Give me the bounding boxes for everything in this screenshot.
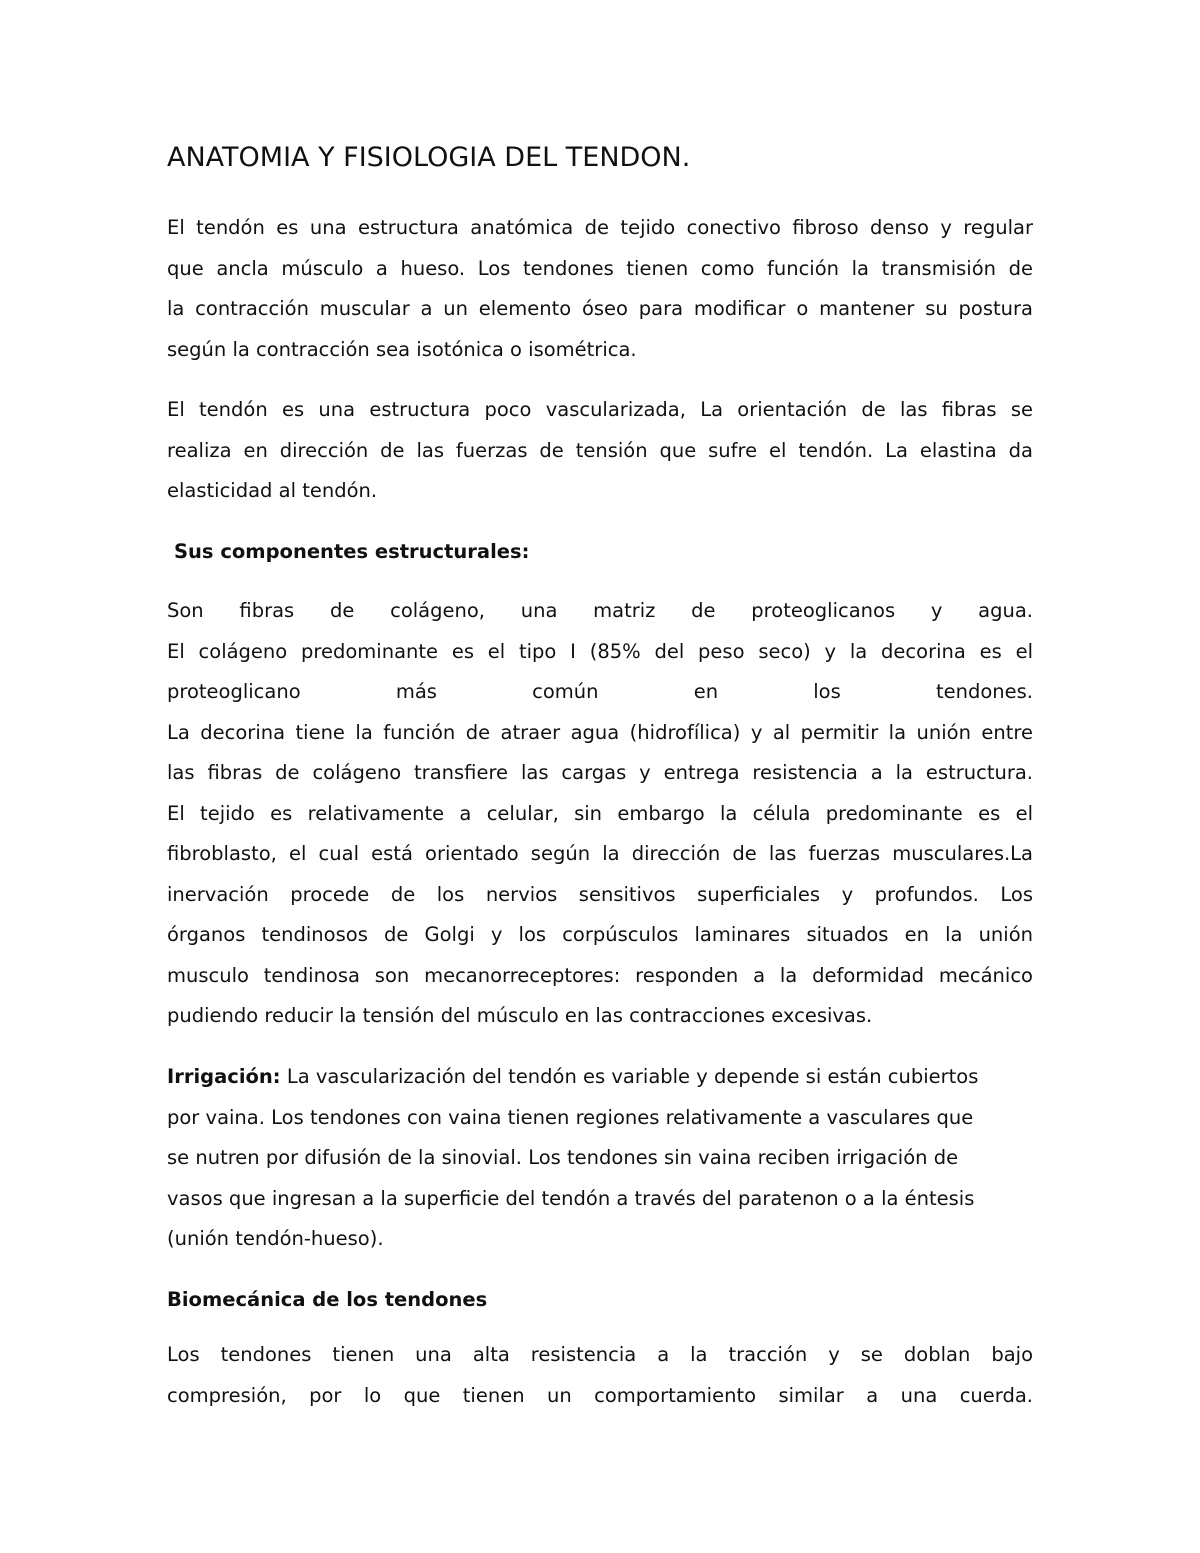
text-line [167, 1057, 1033, 1098]
text-line: proteoglicano más común en los tendones. [167, 680, 1033, 703]
text-line: El tendón es una estructura poco vascularizada, La orientación de las fibras se [167, 398, 1033, 421]
text-line: musculo tendinosa son mecanorreceptores: responden a la deformidad mecánico [167, 963, 1033, 987]
text-line: la contracción muscular a un elemento óseo para modificar o mantener su postura [167, 297, 1033, 320]
text-line: pudiendo reducir la tensión del músculo en las contracciones excesivas. [167, 1004, 873, 1027]
text-line: El tejido es relativamente a celular, sin embargo la célula predominante es el [167, 801, 1033, 825]
text-line: se nutren por difusión de la sinovial. Los tendones sin vaina reciben irrigación de [167, 1146, 959, 1169]
irrigation-label: Irrigación: [167, 1065, 281, 1088]
heading-components: Sus componentes estructurales: [174, 540, 530, 563]
paragraph-biomechanics [167, 1335, 1033, 1416]
text-line: inervación procede de los nervios sensitivos superficiales y profundos. Los [167, 882, 1033, 906]
text-line: Los tendones tienen una alta resistencia a la tracción y se doblan bajo [167, 1343, 1033, 1366]
text-line: compresión, por lo que tienen un comportamiento similar a una cuerda. [167, 1383, 1033, 1407]
text-line: (unión tendón-hueso). [167, 1227, 384, 1250]
text-line: según la contracción sea isotónica o isométrica. [167, 337, 637, 361]
document-page [167, 0, 1033, 1553]
paragraph-irrigation [167, 1057, 1033, 1260]
text-line: Son fibras de colágeno, una matriz de proteoglicanos y agua. [167, 599, 1033, 622]
text-line: El colágeno predominante es el tipo I (85% del peso seco) y la decorina es el [167, 639, 1033, 663]
document-title: ANATOMIA Y FISIOLOGIA DEL TENDON. [167, 142, 691, 173]
heading-biomechanics: Biomecánica de los tendones [167, 1288, 488, 1311]
text-line: realiza en dirección de las fuerzas de tensión que sufre el tendón. La elastina da [167, 438, 1033, 462]
text-line: por vaina. Los tendones con vaina tienen regiones relativamente a vasculares que [167, 1105, 974, 1129]
paragraph-vascularization [167, 390, 1033, 512]
text-line: fibroblasto, el cual está orientado según la dirección de las fuerzas musculares.La [167, 842, 1033, 865]
text-line: órganos tendinosos de Golgi y los corpúsculos laminares situados en la unión [167, 923, 1033, 946]
text-line: La decorina tiene la función de atraer agua (hidrofílica) y al permitir la unión entre [167, 720, 1033, 744]
text-line: elasticidad al tendón. [167, 479, 378, 502]
paragraph-components [167, 591, 1033, 1037]
text-line: El tendón es una estructura anatómica de tejido conectivo fibroso denso y regular [167, 216, 1033, 239]
irrigation-first-line: La vascularización del tendón es variable y depende si están cubiertos [280, 1065, 979, 1088]
paragraph-definition [167, 208, 1033, 370]
text-line: las fibras de colágeno transfiere las cargas y entrega resistencia a la estructura. [167, 761, 1033, 784]
text-line: vasos que ingresan a la superficie del tendón a través del paratenon o a la éntesis [167, 1186, 975, 1210]
text-line: que ancla músculo a hueso. Los tendones tienen como función la transmisión de [167, 256, 1033, 280]
